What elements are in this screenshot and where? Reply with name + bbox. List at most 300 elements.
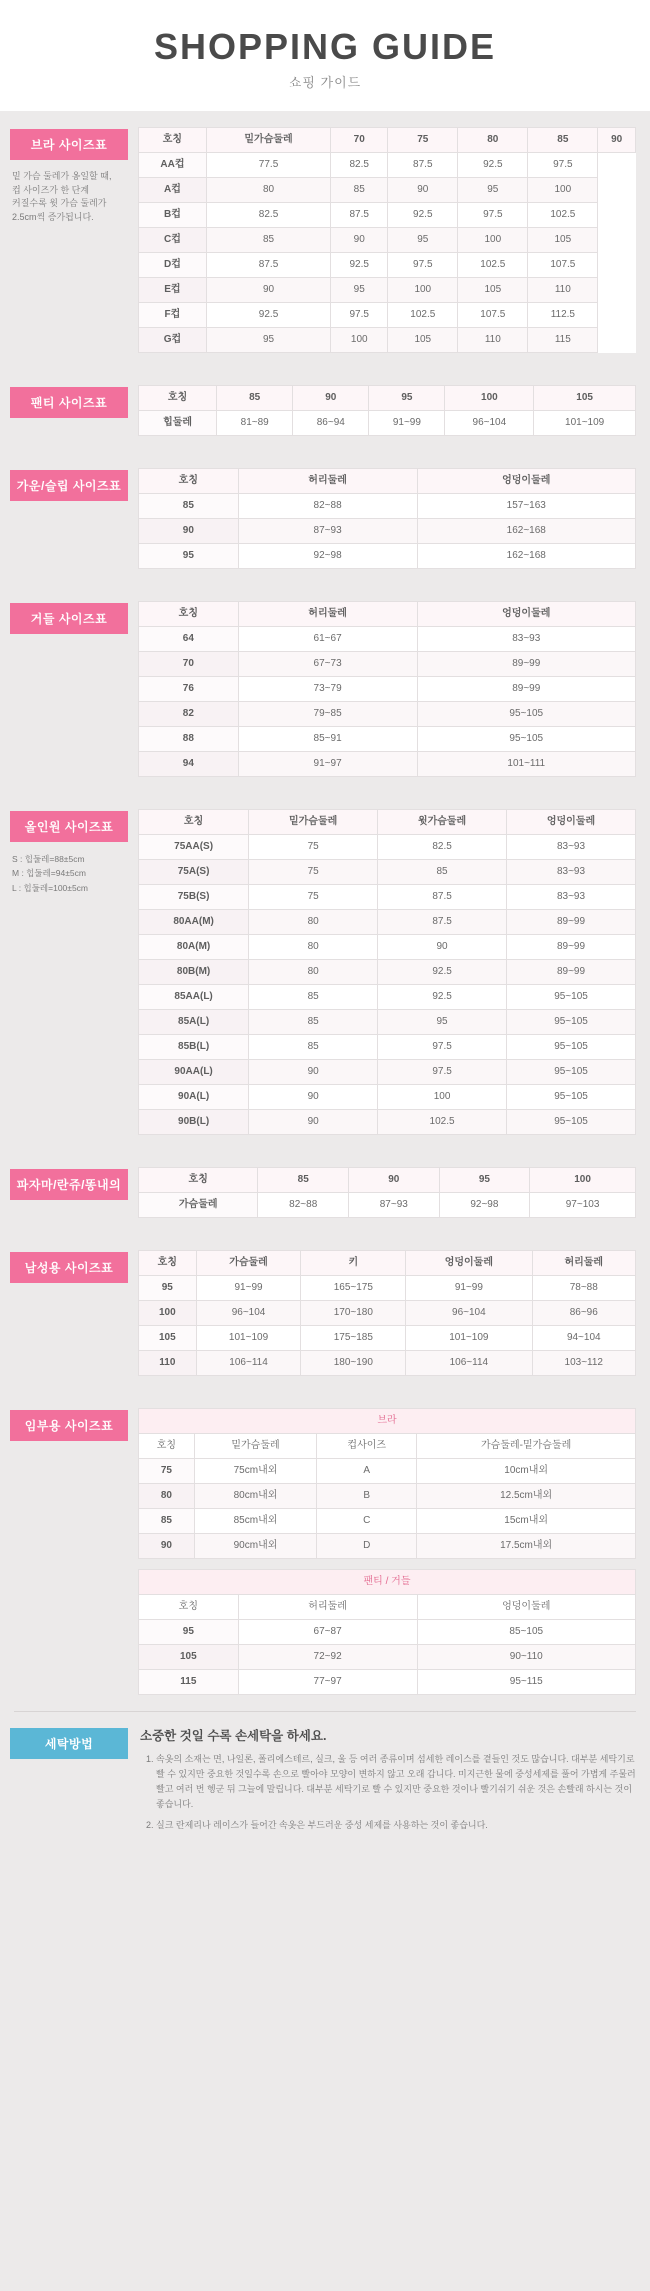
column-header: 호칭	[139, 602, 239, 627]
table-row	[139, 1326, 636, 1351]
table-column	[128, 1167, 636, 1218]
row-header: 85B(L)	[139, 1035, 249, 1060]
table-cell: C	[317, 1509, 417, 1534]
table-cell: 85	[249, 985, 378, 1010]
table-cell: 96~104	[445, 411, 534, 436]
table-cell: 83~93	[507, 885, 636, 910]
page-title: SHOPPING GUIDE	[153, 26, 497, 67]
table-cell: 115	[528, 328, 598, 353]
table-cell: 90	[249, 1060, 378, 1085]
section-2	[0, 452, 650, 585]
table-cell: 103~112	[532, 1351, 635, 1376]
table-cell: 91~99	[369, 411, 445, 436]
washing-list	[140, 1752, 636, 1833]
row-header: 95	[139, 544, 239, 569]
table-cell: 95	[331, 278, 388, 303]
table-row	[139, 935, 636, 960]
table-cell: 95	[378, 1010, 507, 1035]
column-header: 허리둘레	[238, 1595, 417, 1620]
table-cell: 12.5cm내외	[417, 1484, 636, 1509]
table-cell: 92.5	[378, 960, 507, 985]
table-cell: 102.5	[378, 1110, 507, 1135]
table-subheader-row	[139, 1570, 636, 1595]
row-header: 95	[139, 1276, 197, 1301]
table-row	[139, 411, 636, 436]
table-cell: 87.5	[206, 253, 330, 278]
table-header-row	[139, 810, 636, 835]
table-cell: 92.5	[331, 253, 388, 278]
table-cell: 92.5	[388, 203, 458, 228]
table-cell: 102.5	[528, 203, 598, 228]
column-header: 85	[258, 1168, 349, 1193]
table-cell: 75	[249, 835, 378, 860]
table-cell: 85	[331, 178, 388, 203]
table-cell: 85	[249, 1035, 378, 1060]
row-header: 90AA(L)	[139, 1060, 249, 1085]
table-row	[139, 752, 636, 777]
table-cell: 106~114	[406, 1351, 532, 1376]
section-tag: 가운/슬립 사이즈표	[10, 470, 128, 501]
table-cell: 87.5	[378, 910, 507, 935]
table-cell: 85cm내외	[194, 1509, 316, 1534]
table-cell: 95~105	[507, 1010, 636, 1035]
table-row	[139, 228, 636, 253]
table-row	[139, 627, 636, 652]
table-cell: 89~99	[507, 960, 636, 985]
table-cell: 87~93	[238, 519, 417, 544]
table-cell: 105	[528, 228, 598, 253]
table-row	[139, 1351, 636, 1376]
row-header: 80	[139, 1484, 195, 1509]
table-cell: 95	[206, 328, 330, 353]
label-column	[10, 1250, 128, 1283]
table-cell: 100	[458, 228, 528, 253]
table-cell: 96~104	[406, 1301, 532, 1326]
table-row	[139, 702, 636, 727]
table-cell: 110	[458, 328, 528, 353]
column-header: 허리둘레	[532, 1251, 635, 1276]
row-header: 76	[139, 677, 239, 702]
table-cell: 90	[388, 178, 458, 203]
column-header: 90	[598, 128, 636, 153]
table-cell: D	[317, 1534, 417, 1559]
table-cell: 102.5	[458, 253, 528, 278]
label-column	[10, 468, 128, 501]
table-cell: 95~105	[417, 702, 635, 727]
table-cell: 157~163	[417, 494, 635, 519]
column-header: 키	[301, 1251, 406, 1276]
row-header: G컵	[139, 328, 207, 353]
table-row	[139, 1459, 636, 1484]
table-row	[139, 1670, 636, 1695]
table-cell: 92~98	[238, 544, 417, 569]
row-header: F컵	[139, 303, 207, 328]
table-cell: 80cm내외	[194, 1484, 316, 1509]
section-note: S : 힙둘레=88±5cm M : 힙둘레=94±5cm L : 힙둘레=100±5cm	[12, 854, 88, 893]
table-cell: 86~96	[532, 1301, 635, 1326]
column-header: 가슴둘레-밑가슴둘레	[417, 1434, 636, 1459]
table-cell: 61~67	[238, 627, 417, 652]
row-header: D컵	[139, 253, 207, 278]
table-header-row	[139, 1251, 636, 1276]
subheader-label: 브라	[139, 1409, 636, 1434]
row-header: 110	[139, 1351, 197, 1376]
table-row	[139, 278, 636, 303]
column-header: 70	[331, 128, 388, 153]
row-header: 가슴둘레	[139, 1193, 258, 1218]
row-header: 70	[139, 652, 239, 677]
column-header: 호칭	[139, 386, 217, 411]
table-cell: 92~98	[439, 1193, 530, 1218]
table-cell: 170~180	[301, 1301, 406, 1326]
table-column	[128, 385, 636, 436]
table-cell: 100	[378, 1085, 507, 1110]
table-cell: 75	[249, 885, 378, 910]
row-header: A컵	[139, 178, 207, 203]
column-header: 95	[369, 386, 445, 411]
table-row	[139, 1085, 636, 1110]
table-cell: 87.5	[378, 885, 507, 910]
table-cell: 83~93	[417, 627, 635, 652]
section-maternity	[0, 1392, 650, 1711]
row-header: 75AA(S)	[139, 835, 249, 860]
table-header-row	[139, 1595, 636, 1620]
table-header-row	[139, 469, 636, 494]
table-row	[139, 1484, 636, 1509]
table-cell: 100	[528, 178, 598, 203]
table-cell: 90	[249, 1110, 378, 1135]
table-cell: 162~168	[417, 544, 635, 569]
column-header: 허리둘레	[238, 602, 417, 627]
table-row	[139, 519, 636, 544]
table-row	[139, 494, 636, 519]
table-cell: 89~99	[507, 910, 636, 935]
page-header	[0, 0, 650, 111]
column-header: 엉덩이둘레	[406, 1251, 532, 1276]
column-header: 밑가슴둘레	[249, 810, 378, 835]
table-row	[139, 885, 636, 910]
size-chart-sections	[0, 111, 650, 1392]
table-cell: 97.5	[378, 1035, 507, 1060]
section-tag: 파자마/란쥬/똥내의	[10, 1169, 128, 1200]
table-header-row	[139, 1168, 636, 1193]
table-cell: 97.5	[331, 303, 388, 328]
row-header: 75B(S)	[139, 885, 249, 910]
table-cell: 87.5	[388, 153, 458, 178]
column-header: 밑가슴둘레	[194, 1434, 316, 1459]
table-cell: 90	[206, 278, 330, 303]
table-cell: 85	[378, 860, 507, 885]
table-cell: 97.5	[528, 153, 598, 178]
table-cell: 175~185	[301, 1326, 406, 1351]
table-row	[139, 303, 636, 328]
washing-item: 2. 실크 란제리나 레이스가 들어간 속옷은 부드러운 중성 세제를 사용하는 것이 좋습니다.	[156, 1818, 636, 1833]
section-5	[0, 1151, 650, 1234]
section-6	[0, 1234, 650, 1392]
table-cell: 101~109	[196, 1326, 301, 1351]
table-cell: 100	[388, 278, 458, 303]
row-header: 64	[139, 627, 239, 652]
column-header: 가슴둘레	[196, 1251, 301, 1276]
table-cell: 97~103	[530, 1193, 636, 1218]
table-cell: 100	[331, 328, 388, 353]
table-row	[139, 1620, 636, 1645]
table-cell: 101~111	[417, 752, 635, 777]
section-3	[0, 585, 650, 793]
size-table	[138, 385, 636, 436]
row-header: 힙둘레	[139, 411, 217, 436]
table-row	[139, 910, 636, 935]
table-cell: 180~190	[301, 1351, 406, 1376]
table-cell: 73~79	[238, 677, 417, 702]
table-row	[139, 835, 636, 860]
table-cell: 82~88	[258, 1193, 349, 1218]
table-cell: 92.5	[206, 303, 330, 328]
table-row	[139, 253, 636, 278]
column-header: 엉덩이둘레	[507, 810, 636, 835]
table-cell: 106~114	[196, 1351, 301, 1376]
row-header: 115	[139, 1670, 239, 1695]
label-column	[10, 1167, 128, 1200]
size-table	[138, 1167, 636, 1218]
table-cell: 97.5	[378, 1060, 507, 1085]
label-column	[10, 601, 128, 634]
table-row	[139, 1110, 636, 1135]
column-header: 95	[439, 1168, 530, 1193]
table-cell: 67~87	[238, 1620, 417, 1645]
column-header: 105	[534, 386, 636, 411]
table-cell: 85	[206, 228, 330, 253]
table-cell: 77.5	[206, 153, 330, 178]
row-header: 85	[139, 494, 239, 519]
column-header: 90	[293, 386, 369, 411]
table-row	[139, 1534, 636, 1559]
table-row	[139, 1509, 636, 1534]
row-header: 90	[139, 1534, 195, 1559]
label-column	[10, 1408, 128, 1441]
row-header: 85A(L)	[139, 1010, 249, 1035]
row-header: C컵	[139, 228, 207, 253]
table-cell: 85	[249, 1010, 378, 1035]
row-header: AA컵	[139, 153, 207, 178]
row-header: 80AA(M)	[139, 910, 249, 935]
table-cell: 95~105	[507, 985, 636, 1010]
table-cell: 90	[331, 228, 388, 253]
table-column	[128, 601, 636, 777]
page-subtitle: 쇼핑 가이드	[288, 75, 362, 90]
row-header: 95	[139, 1620, 239, 1645]
table-cell: 80	[249, 960, 378, 985]
row-header: 80A(M)	[139, 935, 249, 960]
size-table	[138, 1250, 636, 1376]
row-header: 80B(M)	[139, 960, 249, 985]
table-cell: 15cm내외	[417, 1509, 636, 1534]
table-cell: 90~110	[417, 1645, 635, 1670]
table-cell: 77~97	[238, 1670, 417, 1695]
table-header-row	[139, 386, 636, 411]
table-row	[139, 677, 636, 702]
row-header: 100	[139, 1301, 197, 1326]
section-washing	[0, 1712, 650, 1858]
table-cell: 91~97	[238, 752, 417, 777]
label-column	[10, 127, 128, 224]
row-header: 105	[139, 1645, 239, 1670]
row-header: B컵	[139, 203, 207, 228]
table-cell: 75cm내외	[194, 1459, 316, 1484]
table-cell: 90	[378, 935, 507, 960]
table-cell: 112.5	[528, 303, 598, 328]
section-tag: 팬티 사이즈표	[10, 387, 128, 418]
row-header: 88	[139, 727, 239, 752]
table-column	[128, 1250, 636, 1376]
table-cell: 107.5	[458, 303, 528, 328]
size-table	[138, 601, 636, 777]
table-cell: 80	[249, 935, 378, 960]
table-column	[128, 127, 636, 353]
column-header: 90	[349, 1168, 440, 1193]
column-header: 호칭	[139, 1595, 239, 1620]
section-tag: 브라 사이즈표	[10, 129, 128, 160]
table-cell: 89~99	[417, 677, 635, 702]
table-row	[139, 985, 636, 1010]
table-subheader-row	[139, 1409, 636, 1434]
table-row	[139, 960, 636, 985]
row-header: 75	[139, 1459, 195, 1484]
column-header: 호칭	[139, 810, 249, 835]
table-row	[139, 1645, 636, 1670]
table-header-row	[139, 128, 636, 153]
table-cell: 95~105	[507, 1110, 636, 1135]
washing-item: 1. 속옷의 소재는 면, 나일론, 폴리에스테르, 실크, 울 등 여러 종류이며 섬세한 레이스를 곁들인 것도 많습니다. 대부분 세탁기로 빨 수 있지만 중요한 것일수록 손으로 빨아야 모양이 변하지 않고 오래 갑니다. 미지근한 물에 중성세제를 풀어 가볍게 주물러 빨고 여러 번 헹군 뒤 그늘에 말립니다. 대부분 세탁기로 빨 수 있지만 중요한 것이나 빨기쉬기 쉬운 것은 손빨래 하시는 것이 좋습니다.	[156, 1752, 636, 1811]
table-column	[128, 468, 636, 569]
label-column	[10, 385, 128, 418]
table-cell: 102.5	[388, 303, 458, 328]
table-cell: 87.5	[331, 203, 388, 228]
table-row	[139, 1301, 636, 1326]
table-cell: 94~104	[532, 1326, 635, 1351]
table-cell: 80	[206, 178, 330, 203]
table-cell: 89~99	[417, 652, 635, 677]
table-row	[139, 1035, 636, 1060]
table-column	[128, 809, 636, 1135]
table-cell: 97.5	[388, 253, 458, 278]
table-cell: 101~109	[406, 1326, 532, 1351]
table-row	[139, 178, 636, 203]
table-cell: 10cm내외	[417, 1459, 636, 1484]
table-cell: 90	[249, 1085, 378, 1110]
label-column	[10, 809, 128, 895]
table-row	[139, 727, 636, 752]
table-cell: 95	[388, 228, 458, 253]
table-row	[139, 860, 636, 885]
table-cell: 80	[249, 910, 378, 935]
table-cell: 95~105	[507, 1085, 636, 1110]
column-header: 호칭	[139, 1251, 197, 1276]
size-table	[138, 809, 636, 1135]
table-row	[139, 1193, 636, 1218]
section-tag: 남성용 사이즈표	[10, 1252, 128, 1283]
table-row	[139, 544, 636, 569]
subheader-label: 팬티 / 거들	[139, 1570, 636, 1595]
size-table	[138, 468, 636, 569]
table-cell: 96~104	[196, 1301, 301, 1326]
section-tag-washing: 세탁방법	[10, 1728, 128, 1759]
table-header-row	[139, 1434, 636, 1459]
table-cell: 82.5	[331, 153, 388, 178]
column-header: 호칭	[139, 1168, 258, 1193]
maternity-bra-table	[138, 1408, 636, 1559]
table-cell: 83~93	[507, 860, 636, 885]
table-cell: 92.5	[458, 153, 528, 178]
table-cell: 105	[388, 328, 458, 353]
table-cell: 95~105	[417, 727, 635, 752]
column-header: 허리둘레	[238, 469, 417, 494]
row-header: 105	[139, 1326, 197, 1351]
column-header: 엉덩이둘레	[417, 602, 635, 627]
table-cell: 97.5	[458, 203, 528, 228]
table-cell: 95~105	[507, 1035, 636, 1060]
table-cell: 79~85	[238, 702, 417, 727]
column-header: 호칭	[139, 128, 207, 153]
column-header: 밑가슴둘레	[206, 128, 330, 153]
table-header-row	[139, 602, 636, 627]
table-cell: 162~168	[417, 519, 635, 544]
column-header: 호칭	[139, 1434, 195, 1459]
row-header: 90	[139, 519, 239, 544]
column-header: 100	[530, 1168, 636, 1193]
table-cell: B	[317, 1484, 417, 1509]
section-note: 밑 가슴 둘레가 옹일할 때, 컵 사이즈가 한 단계 커질수록 윗 가슴 둘레가 2.5cm씩 증가됩니다.	[12, 171, 112, 222]
table-cell: A	[317, 1459, 417, 1484]
table-cell: 85~105	[417, 1620, 635, 1645]
table-row	[139, 652, 636, 677]
table-row	[139, 328, 636, 353]
column-header: 호칭	[139, 469, 239, 494]
table-cell: 86~94	[293, 411, 369, 436]
column-header: 윗가슴둘레	[378, 810, 507, 835]
section-1	[0, 369, 650, 452]
table-cell: 165~175	[301, 1276, 406, 1301]
row-header: E컵	[139, 278, 207, 303]
table-cell: 91~99	[406, 1276, 532, 1301]
column-header: 컵사이즈	[317, 1434, 417, 1459]
washing-body	[128, 1726, 636, 1840]
section-4	[0, 793, 650, 1151]
table-cell: 75	[249, 860, 378, 885]
table-cell: 87~93	[349, 1193, 440, 1218]
row-header: 90B(L)	[139, 1110, 249, 1135]
section-0	[0, 111, 650, 369]
table-cell: 82.5	[206, 203, 330, 228]
column-header: 엉덩이둘레	[417, 469, 635, 494]
table-cell: 110	[528, 278, 598, 303]
column-header: 85	[528, 128, 598, 153]
table-row	[139, 1010, 636, 1035]
table-cell: 89~99	[507, 935, 636, 960]
table-cell: 83~93	[507, 835, 636, 860]
table-cell: 90cm내외	[194, 1534, 316, 1559]
row-header: 75A(S)	[139, 860, 249, 885]
maternity-panty-table	[138, 1569, 636, 1695]
row-header: 82	[139, 702, 239, 727]
table-cell: 105	[458, 278, 528, 303]
table-cell: 67~73	[238, 652, 417, 677]
table-cell: 95~115	[417, 1670, 635, 1695]
row-header: 94	[139, 752, 239, 777]
section-tag: 올인원 사이즈표	[10, 811, 128, 842]
table-cell: 107.5	[528, 253, 598, 278]
column-header: 80	[458, 128, 528, 153]
